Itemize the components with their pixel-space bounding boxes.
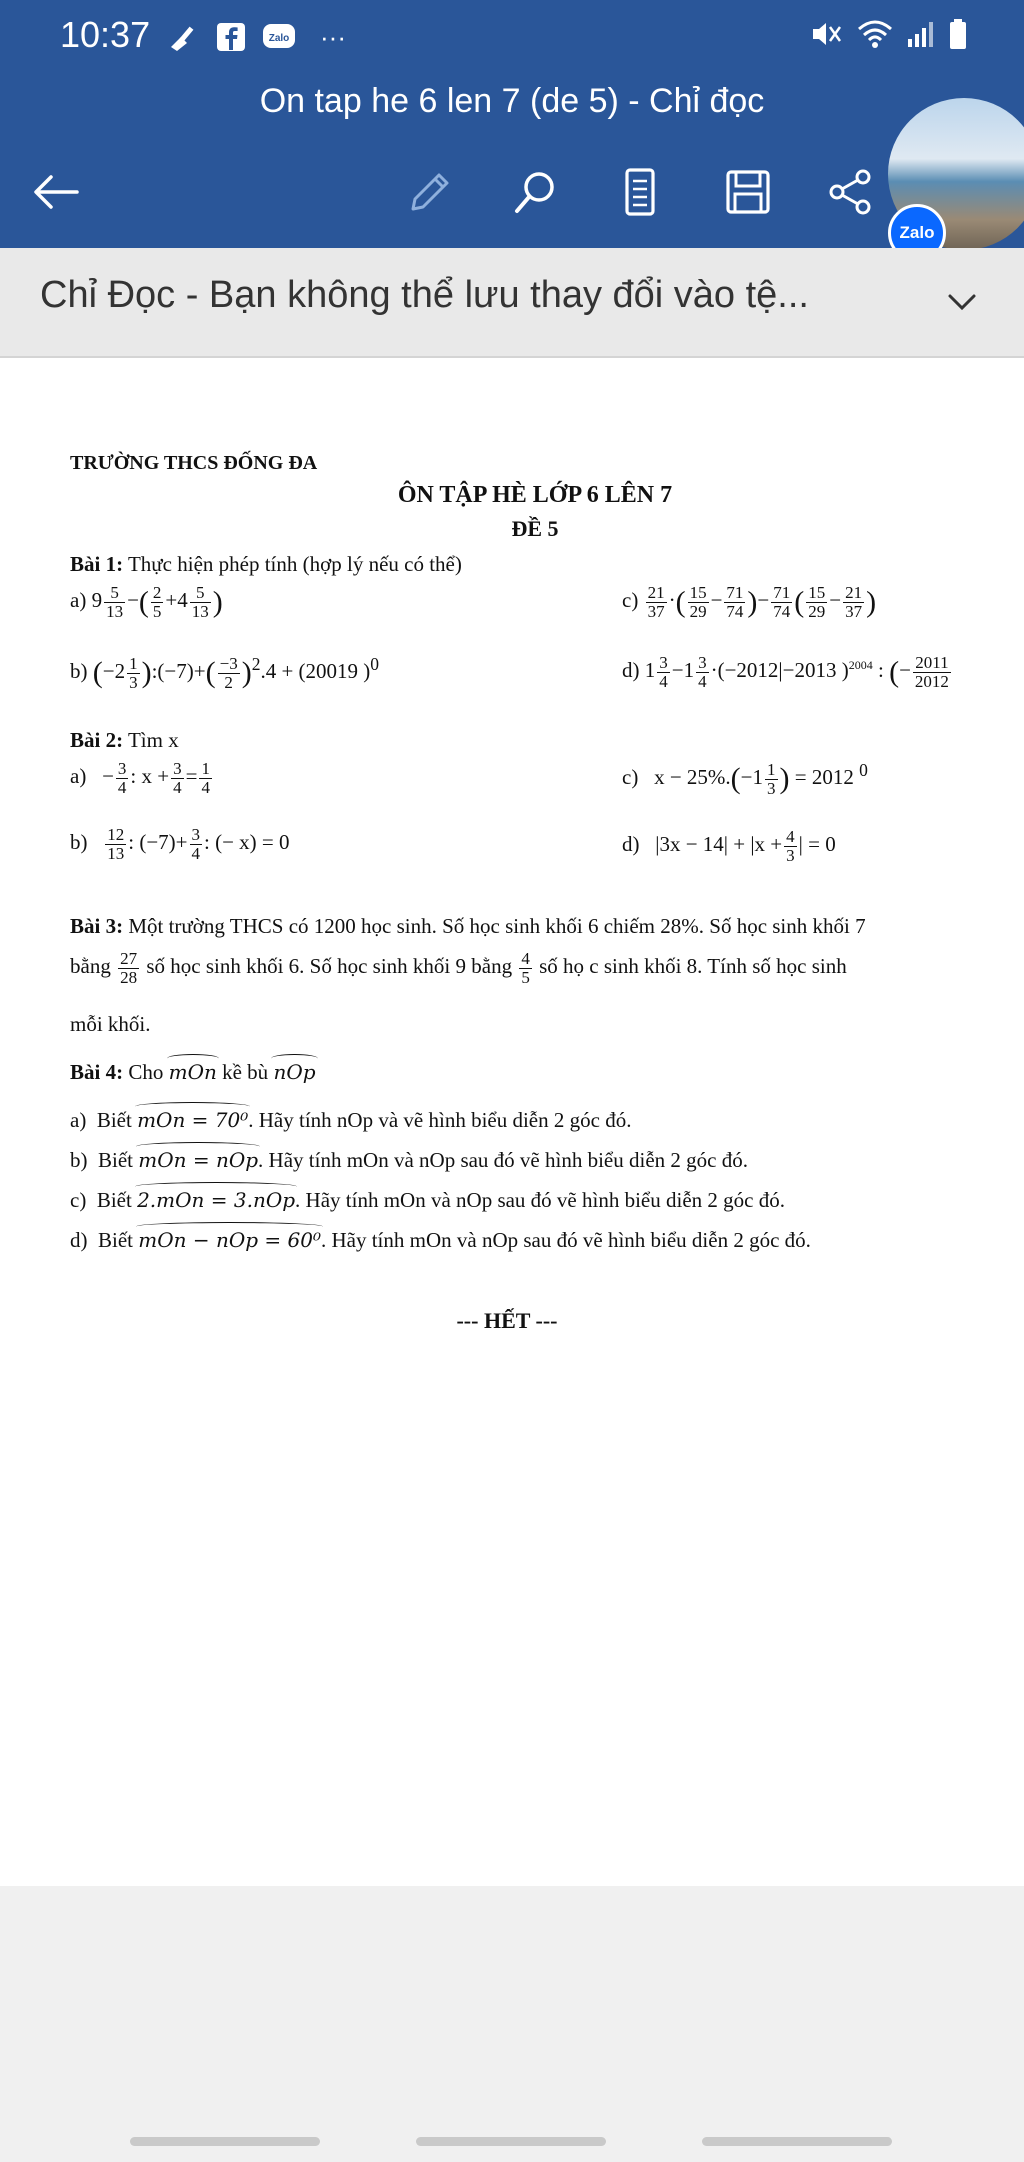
bai4-item-a: a) Biết mOn = 70⁰. Hãy tính nOp và vẽ hình biểu diễn 2 góc đó. <box>70 1108 632 1132</box>
status-time: 10:37 <box>60 14 151 55</box>
school-name: TRƯỜNG THCS ĐỐNG ĐA <box>70 452 318 474</box>
reading-view-button[interactable] <box>612 164 668 220</box>
bai2-heading <box>70 728 179 753</box>
wifi-icon <box>856 19 894 54</box>
battery-icon <box>948 18 968 55</box>
document-page[interactable] <box>0 358 1024 1887</box>
bai3-line3: mỗi khối. <box>70 1012 151 1036</box>
bai1-label: Bài 1: <box>70 552 124 576</box>
broom-icon <box>166 20 200 54</box>
share-icon <box>825 167 875 217</box>
read-only-banner[interactable] <box>0 248 1024 358</box>
nav-pill-right[interactable] <box>702 2137 892 2146</box>
end-marker: --- HẾT --- <box>456 1308 558 1333</box>
bai4-item-d: d) Biết mOn − nOp = 60⁰. Hãy tính mOn và nOp sau đó vẽ hình biểu diễn 2 góc đó. <box>70 1228 811 1252</box>
bai2-c: c) x − 25%.(−1 $\frac{1}{3}$ ) = 2012 $^0$ <box>622 759 868 798</box>
bai3-label: Bài 3: <box>70 914 124 938</box>
bai1-b: b) (−2 $\frac{1}{3}$ ):(−7)+( $\frac{-3}{2}$ )$^2$.4 + (20019 )$^0$ <box>70 653 380 692</box>
bai4-item-b: b) Biết mOn = nOp. Hãy tính mOn và nOp sau đó vẽ hình biểu diễn 2 góc đó. <box>70 1148 748 1172</box>
read-only-message: Chỉ Đọc - Bạn không thể lưu thay đổi vào tệ... <box>40 274 809 316</box>
edit-button[interactable] <box>402 164 458 220</box>
save-button[interactable] <box>720 164 776 220</box>
zalo-badge: Zalo <box>888 204 946 262</box>
bai3-text-2b: số học sinh khối 6. Số học sinh khối 9 bằng <box>146 954 513 979</box>
exam-title: ÔN TẬP HÈ LỚP 6 LÊN 7 <box>397 482 673 508</box>
below-page-area <box>0 1886 1024 2162</box>
status-bar <box>0 0 1024 78</box>
document-title: On tap he 6 len 7 (de 5) - Chỉ đọc <box>259 82 765 120</box>
chevron-down-icon[interactable] <box>940 280 984 324</box>
bai1-heading <box>70 552 462 577</box>
bai4-heading: Bài 4: Cho mOn kề bù nOp <box>70 1060 316 1084</box>
bai2-d: d) |3x − 14| + |x + $\frac{4}{3}$ | = 0 <box>622 827 836 865</box>
bai3-line1 <box>70 914 866 939</box>
mute-icon <box>810 19 844 54</box>
bai1-text: Thực hiện phép tính (hợp lý nếu có thể) <box>127 552 462 576</box>
signal-icon <box>906 19 936 54</box>
bai4-label: Bài 4: <box>70 1060 124 1084</box>
bai4-text-a: Cho <box>128 1060 164 1084</box>
back-button[interactable] <box>28 164 84 220</box>
more-dots-icon: ··· <box>320 21 346 52</box>
facebook-icon <box>214 20 248 54</box>
bai2-b: b) $\frac{12}{13}$ : (−7)+ $\frac{3}{4}$ : (− x) = 0 <box>70 825 290 863</box>
bai2-text: Tìm x <box>127 728 179 752</box>
bai1-a: a) 9 $\frac{5}{13}$ −( $\frac{2}{5}$ +4 $\frac{5}{13}$ ) <box>70 583 223 621</box>
bai3-text-1: Một trường THCS có 1200 học sinh. Số học sinh khối 6 chiếm 28%. Số học sinh khối 7 <box>128 914 866 938</box>
share-button[interactable] <box>822 164 878 220</box>
bai2-label: Bài 2: <box>70 728 124 752</box>
bai3-text-2a: bằng <box>70 954 111 979</box>
bai3-text-2c: số họ c sinh khối 8. Tính số học sinh <box>539 954 847 979</box>
reading-view-icon <box>620 167 660 217</box>
bai2-a: a) − $\frac{3}{4}$ : x + $\frac{3}{4}$ = $\frac{1}{4}$ <box>70 759 210 797</box>
search-button[interactable] <box>508 164 564 220</box>
nav-pill-left[interactable] <box>130 2137 320 2146</box>
edit-pencil-icon <box>405 167 455 217</box>
save-icon <box>723 167 773 217</box>
bai1-c: c) $\frac{21}{37}$ ·( $\frac{15}{29}$ − $\frac{71}{74}$ )− $\frac{71}{74}$ ( $\frac{15}{29}$ − $\frac{21}{37}$ ) <box>622 583 877 621</box>
toolbar <box>0 150 1024 230</box>
svg-text:Zalo: Zalo <box>268 33 290 44</box>
bai4-text-b: kề bù <box>222 1060 269 1084</box>
bai4-item-c: c) Biết 2.mOn = 3.nOp. Hãy tính mOn và nOp sau đó vẽ hình biểu diễn 2 góc đó. <box>70 1188 785 1212</box>
app-header <box>0 0 1024 248</box>
exam-subtitle: ĐỀ 5 <box>511 516 559 541</box>
bai1-d: d) 1 $\frac{3}{4}$ −1 $\frac{3}{4}$ ·(−2012|−2013 )$^{2004}$ : (− $\frac{2011}{2012}$ <box>622 653 949 691</box>
back-arrow-icon <box>31 172 81 212</box>
zalo-icon <box>262 20 296 54</box>
nav-pill-center[interactable] <box>416 2137 606 2146</box>
search-icon <box>511 167 561 217</box>
bai3-line2: bằng $\frac{27}{28}$ số học sinh khối 6. Số học sinh khối 9 bằng $\frac{4}{5}$ số họ c sinh khối 8. Tính số học sinh <box>70 949 847 987</box>
